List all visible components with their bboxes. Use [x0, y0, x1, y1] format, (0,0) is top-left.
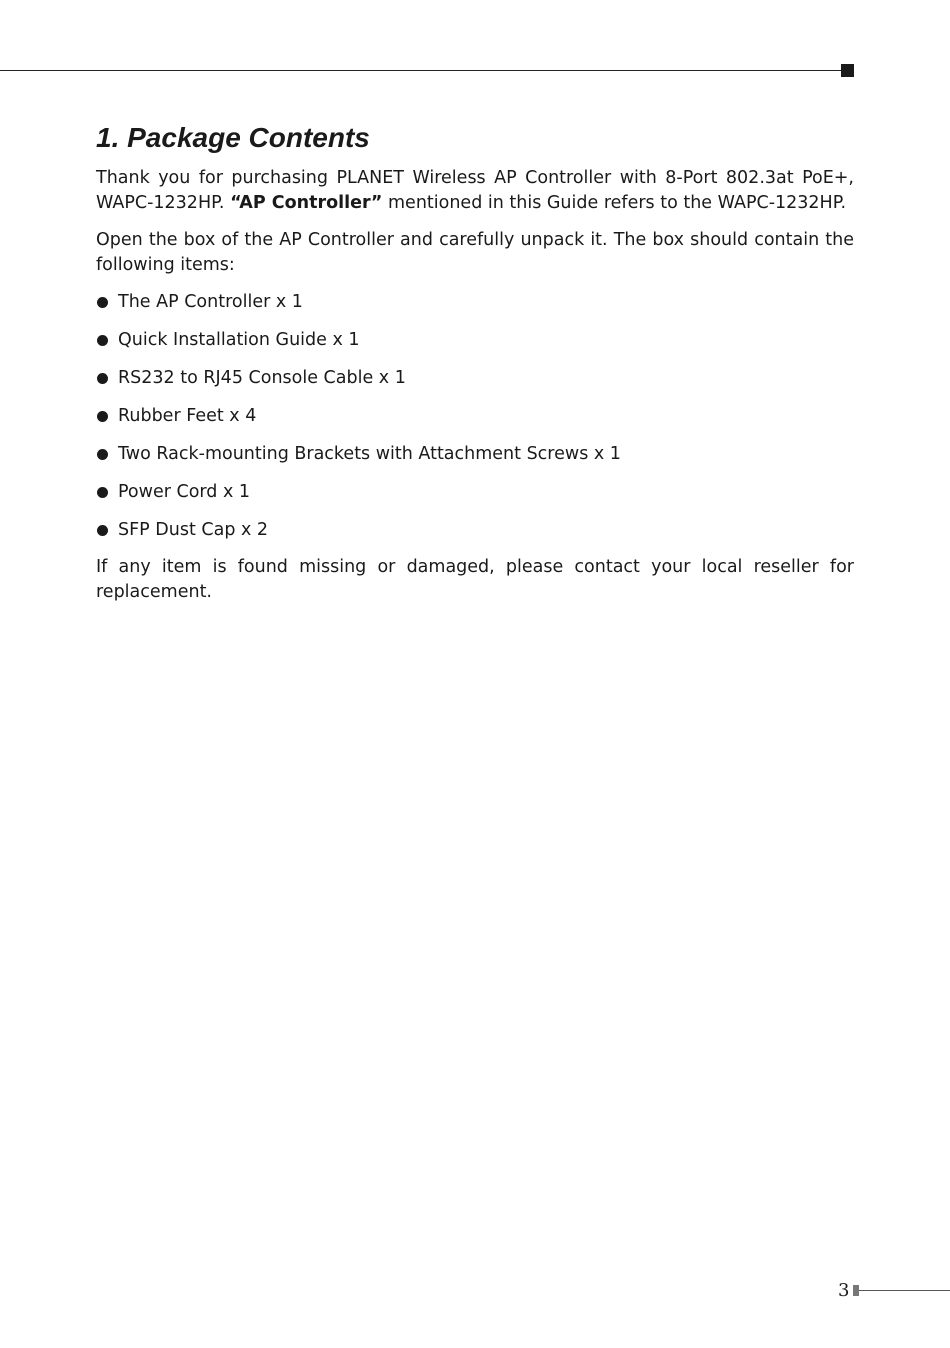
section-heading: 1. Package Contents [96, 122, 370, 153]
bullet-icon [97, 335, 108, 346]
intro-text-1: Thank you for purchasing PLANET Wireless AP Controller with 8-Port 802.3at PoE+, WAPC-1232HP. [96, 168, 854, 213]
header-square-marker [841, 64, 854, 77]
list-item-text: Two Rack-mounting Brackets with Attachment Screws x 1 [118, 444, 621, 464]
package-items-list [96, 290, 854, 543]
bullet-icon [97, 411, 108, 422]
list-item-text: SFP Dust Cap x 2 [118, 520, 269, 540]
list-item [96, 480, 854, 505]
bullet-icon [97, 449, 108, 460]
page-content [96, 118, 854, 605]
list-item-text: The AP Controller x 1 [118, 292, 303, 312]
list-item-text: Quick Installation Guide x 1 [118, 330, 360, 350]
list-item-text: Power Cord x 1 [118, 482, 251, 502]
list-item-text: RS232 to RJ45 Console Cable x 1 [118, 368, 406, 388]
list-item [96, 328, 854, 353]
open-box-paragraph: Open the box of the AP Controller and carefully unpack it. The box should contain the following items: [96, 230, 854, 275]
intro-text-2: mentioned in this Guide refers to the WAPC-1232HP. [382, 193, 847, 213]
closing-paragraph: If any item is found missing or damaged, please contact your local reseller for replacement. [96, 557, 854, 602]
bullet-icon [97, 373, 108, 384]
list-item [96, 404, 854, 429]
bullet-icon [97, 487, 108, 498]
list-item-text: Rubber Feet x 4 [118, 406, 257, 426]
intro-paragraph [96, 166, 854, 216]
intro-bold-term: “AP Controller” [230, 193, 383, 213]
list-item [96, 290, 854, 315]
footer-rule [859, 1290, 950, 1291]
list-item [96, 518, 854, 543]
header-rule [0, 70, 842, 71]
list-item [96, 442, 854, 467]
page-number: 3 [838, 1280, 850, 1301]
bullet-icon [97, 297, 108, 308]
bullet-icon [97, 525, 108, 536]
list-item [96, 366, 854, 391]
